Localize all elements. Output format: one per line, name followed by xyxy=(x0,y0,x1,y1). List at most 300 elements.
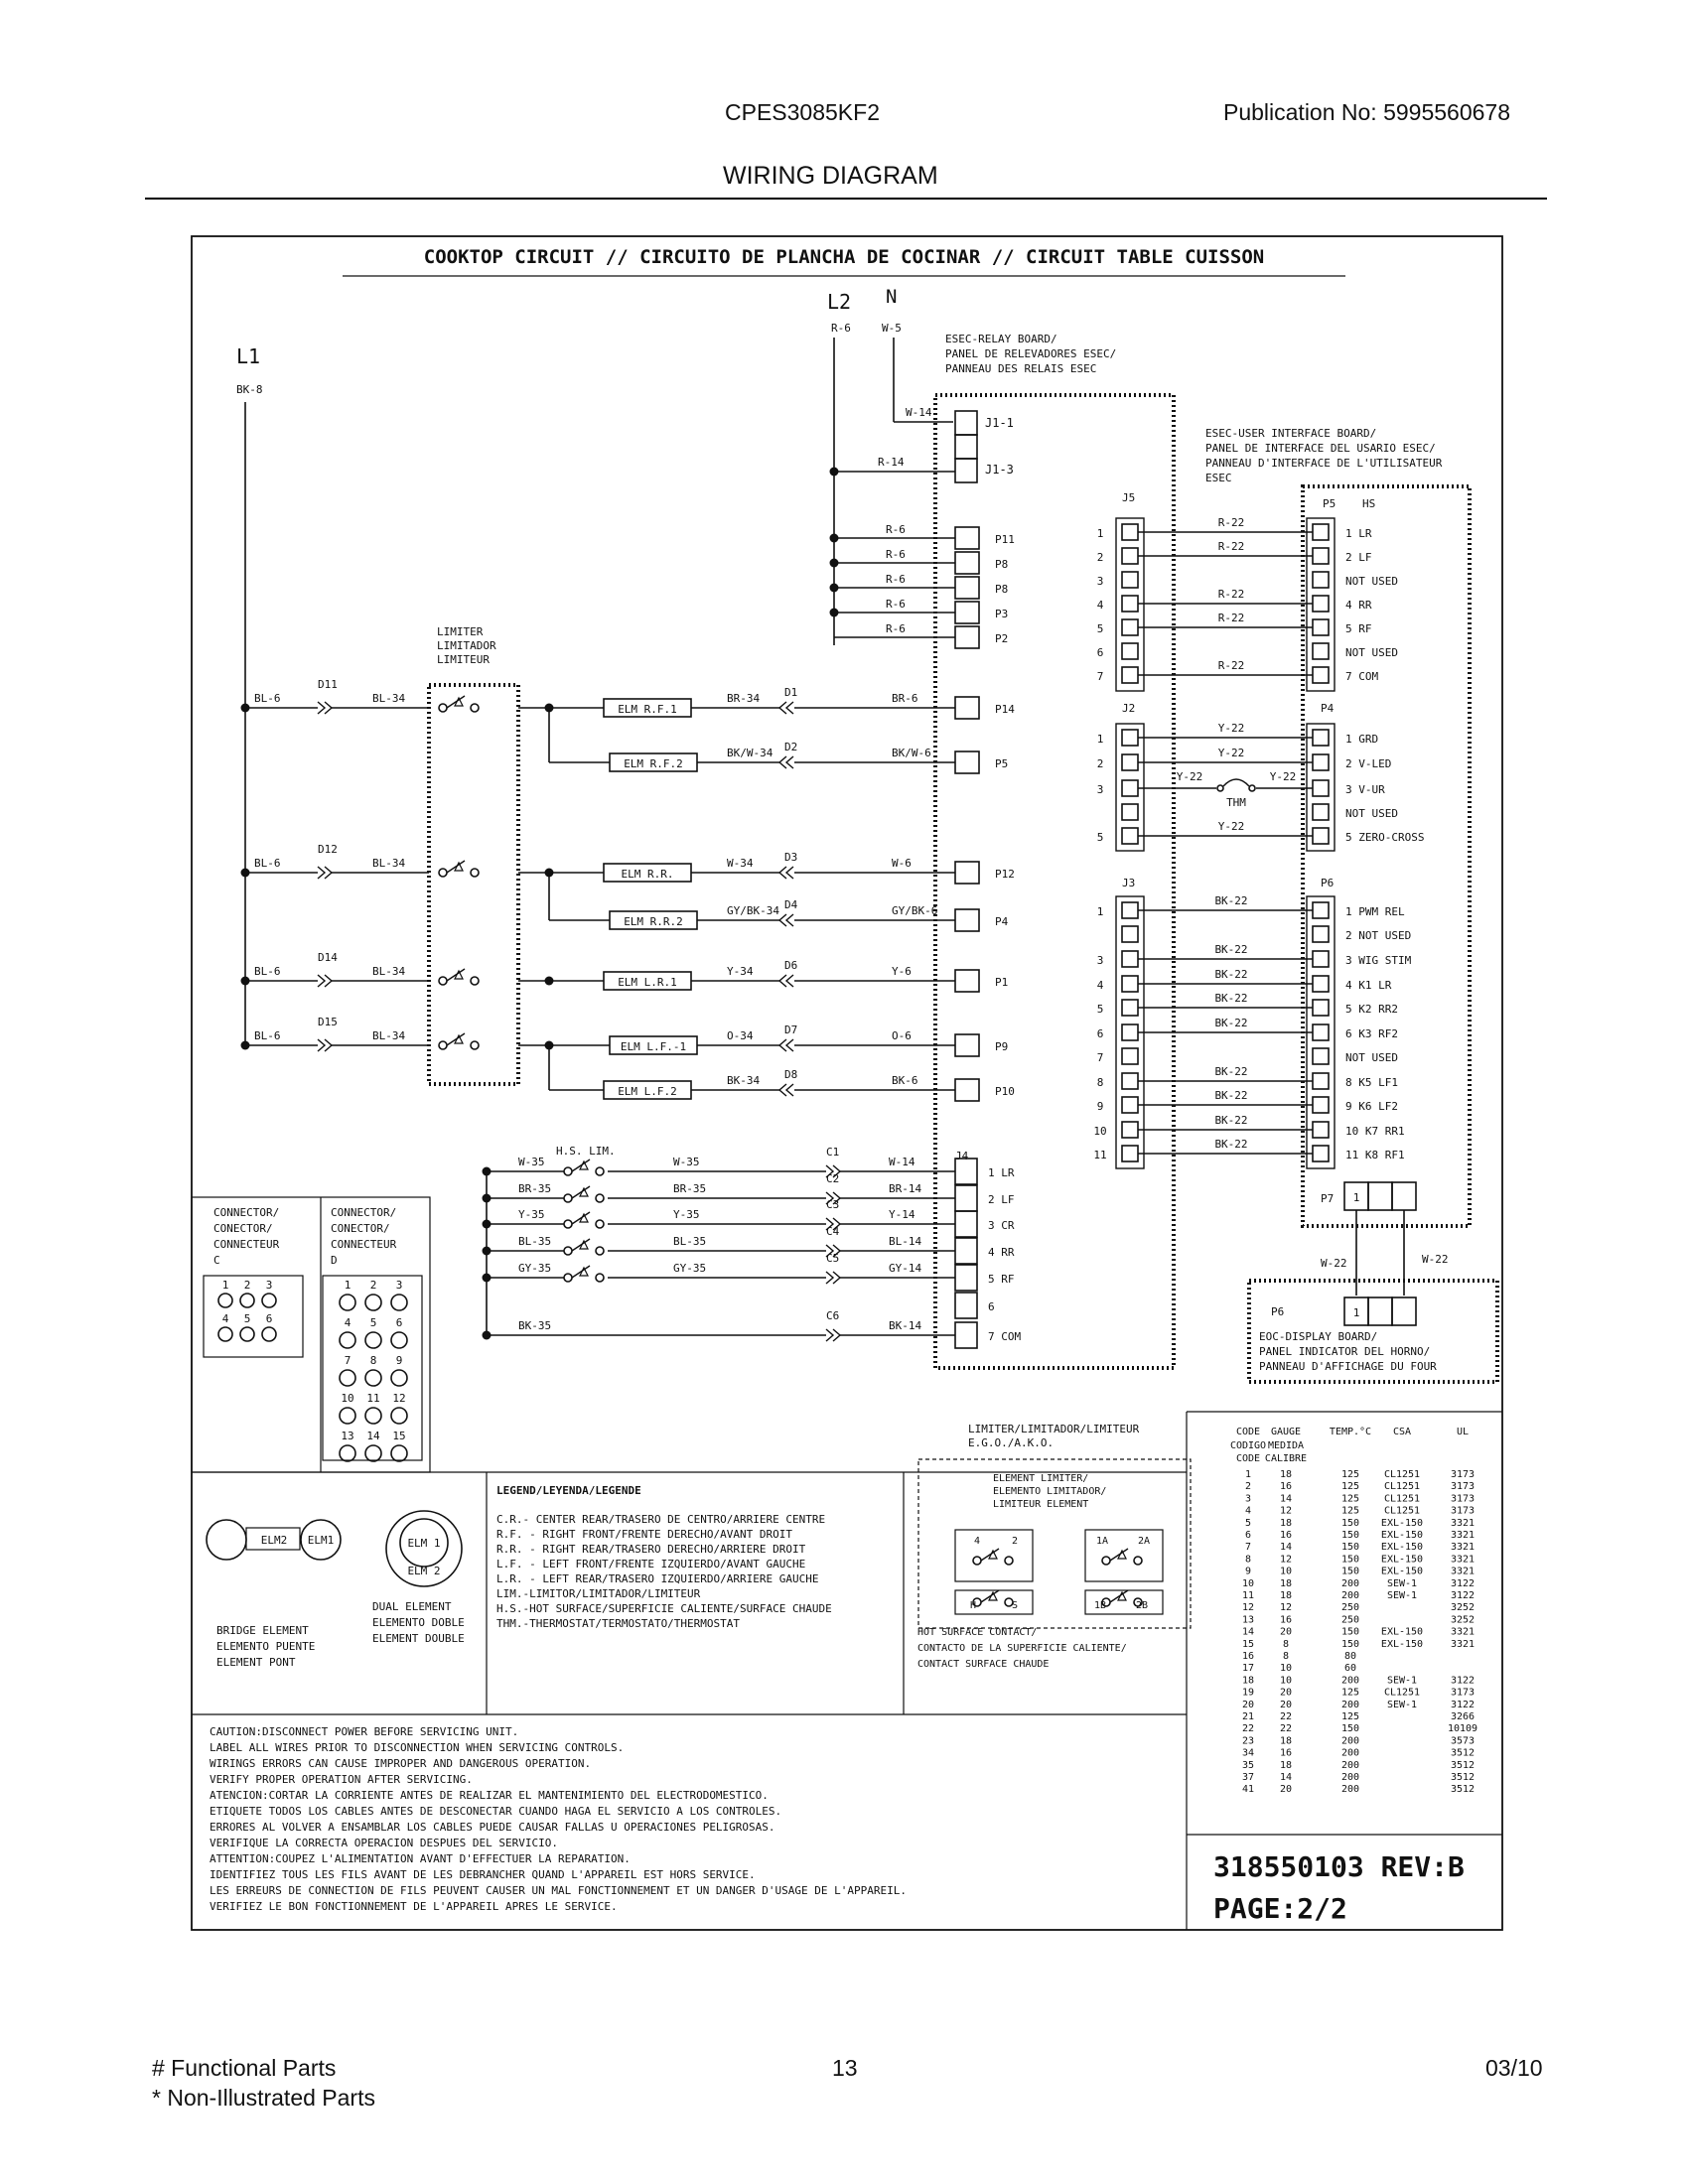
j3-pin-number: 1 xyxy=(1096,905,1104,918)
p6-pin-label: 4 K1 LR xyxy=(1345,979,1392,992)
gauge-table-cell: 250 xyxy=(1340,1602,1360,1614)
j4-pin-label: 5 RF xyxy=(988,1273,1015,1286)
gauge-table-cell: 6 xyxy=(1244,1530,1252,1541)
relay-pin-label: P12 xyxy=(995,868,1015,881)
gauge-table-cell: 5 xyxy=(1244,1517,1252,1529)
j1-3-label: J1-3 xyxy=(985,463,1014,477)
elm2-label: ELM2 xyxy=(260,1534,288,1547)
p6-pin-label: 5 K2 RR2 xyxy=(1345,1003,1398,1016)
connector-c-pin-number: 3 xyxy=(265,1279,273,1292)
ui-board-label: ESEC-USER INTERFACE BOARD/ xyxy=(1205,427,1377,440)
limiter-pin-label: 1B xyxy=(1093,1600,1107,1611)
connector-d-pin xyxy=(340,1370,355,1386)
gauge-table-cell: 10 xyxy=(1279,1675,1293,1687)
gauge-table-cell: 3512 xyxy=(1450,1747,1476,1759)
limiter-label: LIMITEUR xyxy=(437,653,490,666)
p6-pin xyxy=(1313,1000,1329,1016)
j3-pin-number: 5 xyxy=(1096,1003,1104,1016)
relay-pin xyxy=(955,697,979,719)
j5-pin xyxy=(1122,548,1138,564)
j3-pin xyxy=(1122,1000,1138,1016)
gauge-table-cell: 14 xyxy=(1241,1626,1255,1638)
gauge-table-cell: 200 xyxy=(1340,1675,1360,1687)
gauge-table-cell: 3512 xyxy=(1450,1772,1476,1783)
eoc-p6-label: P6 xyxy=(1271,1305,1285,1318)
connector-d-pin xyxy=(340,1332,355,1348)
l2-junction xyxy=(830,559,839,568)
gauge-table-cell: 3173 xyxy=(1450,1687,1476,1699)
p5-pin xyxy=(1313,548,1329,564)
gauge-table-cell: 250 xyxy=(1340,1614,1360,1626)
w22-wire-label: W-22 xyxy=(1321,1257,1347,1270)
footer-functional-parts: # Functional Parts xyxy=(152,2055,337,2081)
gauge-table-cell: 8 xyxy=(1282,1651,1290,1662)
gauge-table-cell: 200 xyxy=(1340,1747,1360,1759)
element-wire-label: W-34 xyxy=(727,857,754,870)
p5-pin xyxy=(1313,619,1329,635)
caution-line: ATTENTION:COUPEZ L'ALIMENTATION AVANT D'EFFECTUER LA REPARATION. xyxy=(210,1852,631,1865)
p4-pin-label: 2 V-LED xyxy=(1345,757,1392,770)
gauge-table-cell: 20 xyxy=(1279,1626,1293,1638)
connector-d-pin-number: 14 xyxy=(366,1430,380,1442)
caution-line: LES ERREURS DE CONNECTION DE FILS PEUVENT CAUSER UN MAL FONCTIONNEMENT ET UN DANGER D'USAGE DE L'APPAREIL. xyxy=(210,1884,907,1897)
gauge-table-cell: 18 xyxy=(1279,1469,1293,1480)
limiter-detail-title: E.G.O./A.K.O. xyxy=(968,1436,1055,1449)
l2-junction xyxy=(830,534,839,543)
connector-d-pin xyxy=(340,1445,355,1461)
j3-wire-label: BK-22 xyxy=(1214,894,1248,907)
limiter-switch-box xyxy=(955,1530,1033,1581)
bl6-wire-label: BL-6 xyxy=(254,857,281,870)
gauge-table-cell: 18 xyxy=(1279,1735,1293,1747)
gauge-table-cell: EXL-150 xyxy=(1380,1638,1424,1650)
gauge-table-cell: 150 xyxy=(1340,1542,1360,1554)
limiter-pin-label: 2B xyxy=(1135,1600,1149,1611)
j4-pin xyxy=(955,1265,977,1291)
gauge-table-cell: 8 xyxy=(1282,1638,1290,1650)
j5-wire-label: R-22 xyxy=(1217,612,1245,624)
element-label: ELM R.R. xyxy=(621,868,674,881)
j3-wire-label: BK-22 xyxy=(1214,1017,1248,1029)
relay-board-label: PANNEAU DES RELAIS ESEC xyxy=(945,362,1097,375)
connector-c-pin xyxy=(218,1294,232,1307)
connector-d-label: D xyxy=(331,1254,338,1267)
gauge-table-cell: 35 xyxy=(1241,1759,1255,1771)
gauge-table-cell: 16 xyxy=(1279,1614,1293,1626)
gauge-table-cell: 16 xyxy=(1279,1747,1293,1759)
hs-switch-terminal xyxy=(564,1167,572,1175)
publication-number: Publication No: 5995560678 xyxy=(1223,99,1511,125)
gauge-table-cell: 18 xyxy=(1279,1590,1293,1601)
j3-pin-number: 11 xyxy=(1093,1149,1107,1161)
j2-wire-label: Y-22 xyxy=(1217,747,1245,759)
gauge-table-cell: 41 xyxy=(1241,1784,1255,1796)
j5-pin xyxy=(1122,667,1138,683)
gauge-table-cell: 3173 xyxy=(1450,1469,1476,1480)
gauge-table-cell: 18 xyxy=(1279,1517,1293,1529)
p5-pin-label: 7 COM xyxy=(1345,670,1379,683)
j4-pin-label: 3 CR xyxy=(988,1219,1015,1232)
l1-junction xyxy=(241,704,250,713)
relay-pin xyxy=(955,577,979,599)
gauge-table-cell: 60 xyxy=(1343,1663,1357,1675)
d-connector xyxy=(779,756,793,768)
hs-wire-label: W-35 xyxy=(518,1156,545,1168)
relay-pin-label: P1 xyxy=(995,976,1009,989)
connector-d-label: CONECTOR/ xyxy=(331,1222,390,1235)
gauge-table-cell: 3173 xyxy=(1450,1481,1476,1493)
j3-wire-label: BK-22 xyxy=(1214,1065,1248,1078)
p7-label: P7 xyxy=(1321,1192,1335,1205)
j2-connector xyxy=(1116,724,1144,851)
gauge-table-cell: 3173 xyxy=(1450,1493,1476,1505)
gauge-table-cell: 14 xyxy=(1279,1772,1293,1783)
limiter-switch-terminal xyxy=(471,869,479,877)
element-wire-label: W-6 xyxy=(892,857,912,870)
thm-label: THM xyxy=(1226,796,1246,809)
legend-line: R.R. - RIGHT REAR/TRASERO DERECHO/ARRIERE DROIT xyxy=(496,1543,806,1556)
legend-title: LEGEND/LEYENDA/LEGENDE xyxy=(496,1484,641,1497)
d-connector xyxy=(779,867,793,879)
limiter-switch-terminal xyxy=(471,704,479,712)
element-wire-label: GY/BK-6 xyxy=(892,904,938,917)
eoc-board-label: PANNEAU D'AFFICHAGE DU FOUR xyxy=(1259,1360,1437,1373)
dual-element-label: DUAL ELEMENT xyxy=(372,1600,452,1613)
dual-element-label: ELEMENT DOUBLE xyxy=(372,1632,465,1645)
element-wire-label: BR-6 xyxy=(892,692,918,705)
limiter-pin-label: 4 xyxy=(973,1536,981,1547)
j3-pin-number: 3 xyxy=(1096,954,1104,967)
p5-pin-label: NOT USED xyxy=(1345,646,1398,659)
p6-pin xyxy=(1313,1122,1329,1138)
relay-pin-label: P11 xyxy=(995,533,1015,546)
j5-pin-number: 4 xyxy=(1096,599,1104,612)
gauge-table-cell: 3321 xyxy=(1450,1530,1476,1541)
p5-connector xyxy=(1307,518,1335,691)
element-label: ELM L.F.-1 xyxy=(620,1040,687,1053)
p5-pin xyxy=(1313,524,1329,540)
j4-label: J4 xyxy=(955,1150,969,1162)
gauge-table-cell: 9 xyxy=(1244,1566,1252,1577)
hs-wire-label: BR-35 xyxy=(518,1182,552,1195)
gauge-table-subheader: CALIBRE xyxy=(1264,1453,1308,1464)
p4-label: P4 xyxy=(1321,702,1335,715)
gauge-table-cell: 37 xyxy=(1241,1772,1255,1783)
connector-d-pin-number: 6 xyxy=(395,1316,403,1329)
element-label: ELM R.F.1 xyxy=(618,703,677,716)
connector-d-pin xyxy=(365,1445,381,1461)
bridge-element-label: ELEMENTO PUENTE xyxy=(216,1640,316,1653)
d-pin-label: D8 xyxy=(784,1068,798,1081)
c-connector-label: C3 xyxy=(826,1198,840,1211)
element-label: ELM R.R.2 xyxy=(624,915,683,928)
j4-pin-label: 4 RR xyxy=(988,1246,1015,1259)
p4-pin xyxy=(1313,754,1329,770)
j1-3-pin xyxy=(955,435,977,459)
p5-pin-label: 1 LR xyxy=(1345,527,1372,540)
hs-switch-terminal xyxy=(564,1194,572,1202)
hs-wire-label: BL-35 xyxy=(673,1235,707,1248)
n-label: N xyxy=(886,286,898,308)
ui-board-label: PANEL DE INTERFACE DEL USARIO ESEC/ xyxy=(1205,442,1436,455)
bridge-element-label: ELEMENT PONT xyxy=(216,1656,296,1669)
limiter-pin-label: H xyxy=(969,1600,977,1611)
gauge-table-cell: 3 xyxy=(1244,1493,1252,1505)
d-connector xyxy=(779,1084,793,1096)
gauge-table-subheader: CODIGO xyxy=(1229,1440,1267,1451)
gauge-table-cell: 13 xyxy=(1241,1614,1255,1626)
limiter-pin-label: S xyxy=(1011,1600,1019,1611)
r6-wire-label: R-6 xyxy=(831,322,851,335)
relay-pin-label: P9 xyxy=(995,1040,1009,1053)
relay-pin-label: P5 xyxy=(995,757,1009,770)
p6-pin-label: 9 K6 LF2 xyxy=(1345,1100,1398,1113)
connector-d-pin-number: 1 xyxy=(344,1279,352,1292)
gauge-table-cell: 22 xyxy=(1241,1723,1255,1735)
caution-line: VERIFIQUE LA CORRECTA OPERACION DESPUES DEL SERVICIO. xyxy=(210,1837,558,1849)
bl34-wire-label: BL-34 xyxy=(372,1029,406,1042)
gauge-table-header: CODE xyxy=(1235,1427,1261,1437)
w5-wire-label: W-5 xyxy=(882,322,902,335)
legend-line: LIM.-LIMITOR/LIMITADOR/LIMITEUR xyxy=(496,1587,701,1600)
connector-d-pin-number: 3 xyxy=(395,1279,403,1292)
gauge-table-cell: 200 xyxy=(1340,1784,1360,1796)
gauge-table-cell: 200 xyxy=(1340,1735,1360,1747)
p7-pin-label: 1 xyxy=(1352,1191,1360,1204)
hs-wire-label: W-35 xyxy=(673,1156,700,1168)
connector-d-pin xyxy=(391,1408,407,1424)
j3-pin xyxy=(1122,1122,1138,1138)
c-connector xyxy=(826,1329,840,1341)
limiter-block xyxy=(429,685,518,1084)
model-number: CPES3085KF2 xyxy=(725,99,880,125)
thm-wire-label: Y-22 xyxy=(1269,770,1297,783)
c-connector-label: C1 xyxy=(826,1146,840,1159)
gauge-table-cell: 3122 xyxy=(1450,1590,1476,1601)
gauge-table-cell: 20 xyxy=(1279,1784,1293,1796)
ui-board-label: ESEC xyxy=(1205,472,1232,484)
hs-switch-terminal xyxy=(564,1220,572,1228)
hs-wire-label: Y-35 xyxy=(673,1208,700,1221)
connector-c-pin xyxy=(240,1294,254,1307)
hs-wire-label: Y-14 xyxy=(889,1208,915,1221)
gauge-table-cell: 20 xyxy=(1279,1687,1293,1699)
limiter-detail-switch-terminal xyxy=(1134,1557,1142,1565)
legend-line: L.R. - LEFT REAR/TRASERO IZQUIERDO/ARRIERE GAUCHE xyxy=(496,1572,819,1585)
page-title: WIRING DIAGRAM xyxy=(723,162,938,190)
gauge-table-cell: 4 xyxy=(1244,1505,1252,1517)
relay-pin xyxy=(955,527,979,549)
j5-pin-number: 3 xyxy=(1096,575,1104,588)
j2-pin xyxy=(1122,780,1138,796)
gauge-table-cell: 3321 xyxy=(1450,1626,1476,1638)
j2-pin xyxy=(1122,730,1138,746)
j2-label: J2 xyxy=(1122,702,1136,715)
gauge-table-cell: 125 xyxy=(1340,1711,1360,1722)
gauge-table-cell: 15 xyxy=(1241,1638,1255,1650)
element-wire-label: O-34 xyxy=(727,1029,754,1042)
gauge-table-cell: 7 xyxy=(1244,1542,1252,1554)
j1-pin xyxy=(955,459,977,482)
connector-d-pin-number: 9 xyxy=(395,1354,403,1367)
limiter-pin-label: 2A xyxy=(1137,1536,1151,1547)
p6-pin-label: 6 K3 RF2 xyxy=(1345,1027,1398,1040)
gauge-table-cell: EXL-150 xyxy=(1380,1626,1424,1638)
element-label: ELM L.F.2 xyxy=(618,1085,677,1098)
j5-pin-number: 7 xyxy=(1096,670,1104,683)
gauge-table-cell: 3321 xyxy=(1450,1554,1476,1566)
p5-pin-label: 4 RR xyxy=(1345,599,1372,612)
gauge-table-cell: 10 xyxy=(1279,1663,1293,1675)
j3-pin xyxy=(1122,1146,1138,1161)
relay-pin xyxy=(955,909,979,931)
limiter-detail-switch-terminal xyxy=(1102,1557,1110,1565)
connector-d-pin xyxy=(391,1445,407,1461)
gauge-table-cell: 2 xyxy=(1244,1481,1252,1493)
j2-pin-number: 3 xyxy=(1096,783,1104,796)
gauge-table-cell: 22 xyxy=(1279,1723,1293,1735)
p6-pin-label: NOT USED xyxy=(1345,1051,1398,1064)
gauge-table-cell: 10 xyxy=(1241,1577,1255,1589)
bl6-wire-label: BL-6 xyxy=(254,965,281,978)
bl34-wire-label: BL-34 xyxy=(372,965,406,978)
hs-switch-terminal xyxy=(596,1220,604,1228)
gauge-table-cell: CL1251 xyxy=(1383,1481,1421,1493)
p7-pin xyxy=(1368,1182,1392,1210)
element-wire-label: BK-6 xyxy=(892,1074,918,1087)
d-connector xyxy=(779,702,793,714)
connector-d-pin xyxy=(391,1295,407,1310)
p6-pin xyxy=(1313,1073,1329,1089)
hs-switch-terminal xyxy=(596,1194,604,1202)
p5-pin xyxy=(1313,667,1329,683)
d-connector-label: D11 xyxy=(318,678,338,691)
diagram-title: COOKTOP CIRCUIT // CIRCUITO DE PLANCHA DE COCINAR // CIRCUIT TABLE CUISSON xyxy=(423,246,1265,268)
dual-elm2-label: ELM 2 xyxy=(407,1565,441,1577)
footer-date: 03/10 xyxy=(1485,2055,1543,2081)
p5-pin xyxy=(1313,643,1329,659)
j3-wire-label: BK-22 xyxy=(1214,992,1248,1005)
j3-pin-number: 8 xyxy=(1096,1076,1104,1089)
connector-d-pin-number: 11 xyxy=(366,1392,380,1405)
r6-wire-label: R-6 xyxy=(886,523,906,536)
gauge-table-cell: 16 xyxy=(1241,1651,1255,1662)
gauge-table-cell: 18 xyxy=(1279,1577,1293,1589)
gauge-table-cell: 12 xyxy=(1241,1602,1255,1614)
hs-label: HS xyxy=(1362,497,1376,510)
r6-wire-label: R-6 xyxy=(886,598,906,611)
gauge-table-cell: 150 xyxy=(1340,1530,1360,1541)
r14-wire-label: R-14 xyxy=(878,456,905,469)
hs-switch-terminal xyxy=(596,1167,604,1175)
j3-wire-label: BK-22 xyxy=(1214,943,1248,956)
j3-pin xyxy=(1122,926,1138,942)
j4-pin-label: 6 xyxy=(988,1300,995,1313)
j2-wire-label: Y-22 xyxy=(1217,820,1245,833)
limiter-switch-terminal xyxy=(439,977,447,985)
connector-c-pin-number: 5 xyxy=(243,1312,251,1325)
gauge-table-cell: 150 xyxy=(1340,1723,1360,1735)
l2-junction xyxy=(830,609,839,617)
j3-pin xyxy=(1122,951,1138,967)
relay-pin-label: P4 xyxy=(995,915,1009,928)
connector-d-pin xyxy=(365,1408,381,1424)
gauge-table-cell: 10109 xyxy=(1447,1723,1478,1735)
caution-line: IDENTIFIEZ TOUS LES FILS AVANT DE LES DEBRANCHER QUAND L'APPAREIL EST HORS SERVICE. xyxy=(210,1868,756,1881)
hs-wire-label: BL-35 xyxy=(518,1235,552,1248)
part-number-rev: 318550103 REV:B xyxy=(1213,1850,1465,1883)
p5-pin xyxy=(1313,572,1329,588)
hs-wire-label: GY-35 xyxy=(673,1262,707,1275)
j4-pin xyxy=(955,1238,977,1264)
connector-d-label: CONNECTOR/ xyxy=(331,1206,397,1219)
relay-pin xyxy=(955,1079,979,1101)
gauge-table-cell: 3122 xyxy=(1450,1699,1476,1710)
connector-c-label: CONNECTEUR xyxy=(213,1238,280,1251)
d-pin-label: D3 xyxy=(784,851,798,864)
p6-pin-label: 3 WIG STIM xyxy=(1345,954,1412,967)
connector-d-pin-number: 2 xyxy=(369,1279,377,1292)
gauge-table-cell: 3122 xyxy=(1450,1675,1476,1687)
j3-pin-number: 6 xyxy=(1096,1027,1104,1040)
d-connector xyxy=(318,975,332,987)
l2-label: L2 xyxy=(827,290,852,314)
p6-pin xyxy=(1313,976,1329,992)
gauge-table-cell: 150 xyxy=(1340,1566,1360,1577)
hs-switch-terminal xyxy=(596,1247,604,1255)
caution-line: VERIFIEZ LE BON FONCTIONNEMENT DE L'APPAREIL APRES LE SERVICE. xyxy=(210,1900,618,1913)
d-connector xyxy=(779,1039,793,1051)
j3-wire-label: BK-22 xyxy=(1214,1114,1248,1127)
j5-pin xyxy=(1122,619,1138,635)
l2-junction xyxy=(830,468,839,477)
connector-d-pin xyxy=(391,1370,407,1386)
limiter-element-label: LIMITEUR ELEMENT xyxy=(993,1499,1089,1510)
gauge-table-cell: EXL-150 xyxy=(1380,1566,1424,1577)
j4-pin xyxy=(955,1322,977,1348)
j5-label: J5 xyxy=(1122,491,1136,504)
connector-c-pin-number: 2 xyxy=(243,1279,251,1292)
p6-pin-label: 8 K5 LF1 xyxy=(1345,1076,1398,1089)
connector-d-pin-number: 7 xyxy=(344,1354,352,1367)
p5-pin-label: 2 LF xyxy=(1345,551,1372,564)
c-connector-label: C6 xyxy=(826,1309,840,1322)
connector-d-label: CONNECTEUR xyxy=(331,1238,397,1251)
element-wire-label: Y-34 xyxy=(727,965,754,978)
p4-pin-label: 5 ZERO-CROSS xyxy=(1345,831,1425,844)
gauge-table-cell: 12 xyxy=(1279,1505,1293,1517)
hs-lim-label: H.S. LIM. xyxy=(556,1145,616,1158)
dual-elm1-label: ELM 1 xyxy=(407,1537,441,1550)
limiter-switch-terminal xyxy=(439,704,447,712)
gauge-table-cell: 150 xyxy=(1340,1517,1360,1529)
j5-pin xyxy=(1122,524,1138,540)
thm-terminal xyxy=(1217,785,1223,791)
gauge-table-cell: 3173 xyxy=(1450,1505,1476,1517)
gauge-table-cell: 21 xyxy=(1241,1711,1255,1722)
gauge-table-cell: SEW-1 xyxy=(1386,1699,1418,1710)
j5-pin-number: 2 xyxy=(1096,551,1104,564)
j5-connector xyxy=(1116,518,1144,691)
l1-junction xyxy=(241,977,250,986)
hs-wire-label: BK-35 xyxy=(518,1319,552,1332)
ui-board-label: PANNEAU D'INTERFACE DE L'UTILISATEUR xyxy=(1205,457,1443,470)
p6-pin xyxy=(1313,951,1329,967)
eoc-pin xyxy=(1392,1297,1416,1325)
j3-pin xyxy=(1122,1097,1138,1113)
d-pin-label: D4 xyxy=(784,898,798,911)
p5-pin-label: 5 RF xyxy=(1345,622,1372,635)
